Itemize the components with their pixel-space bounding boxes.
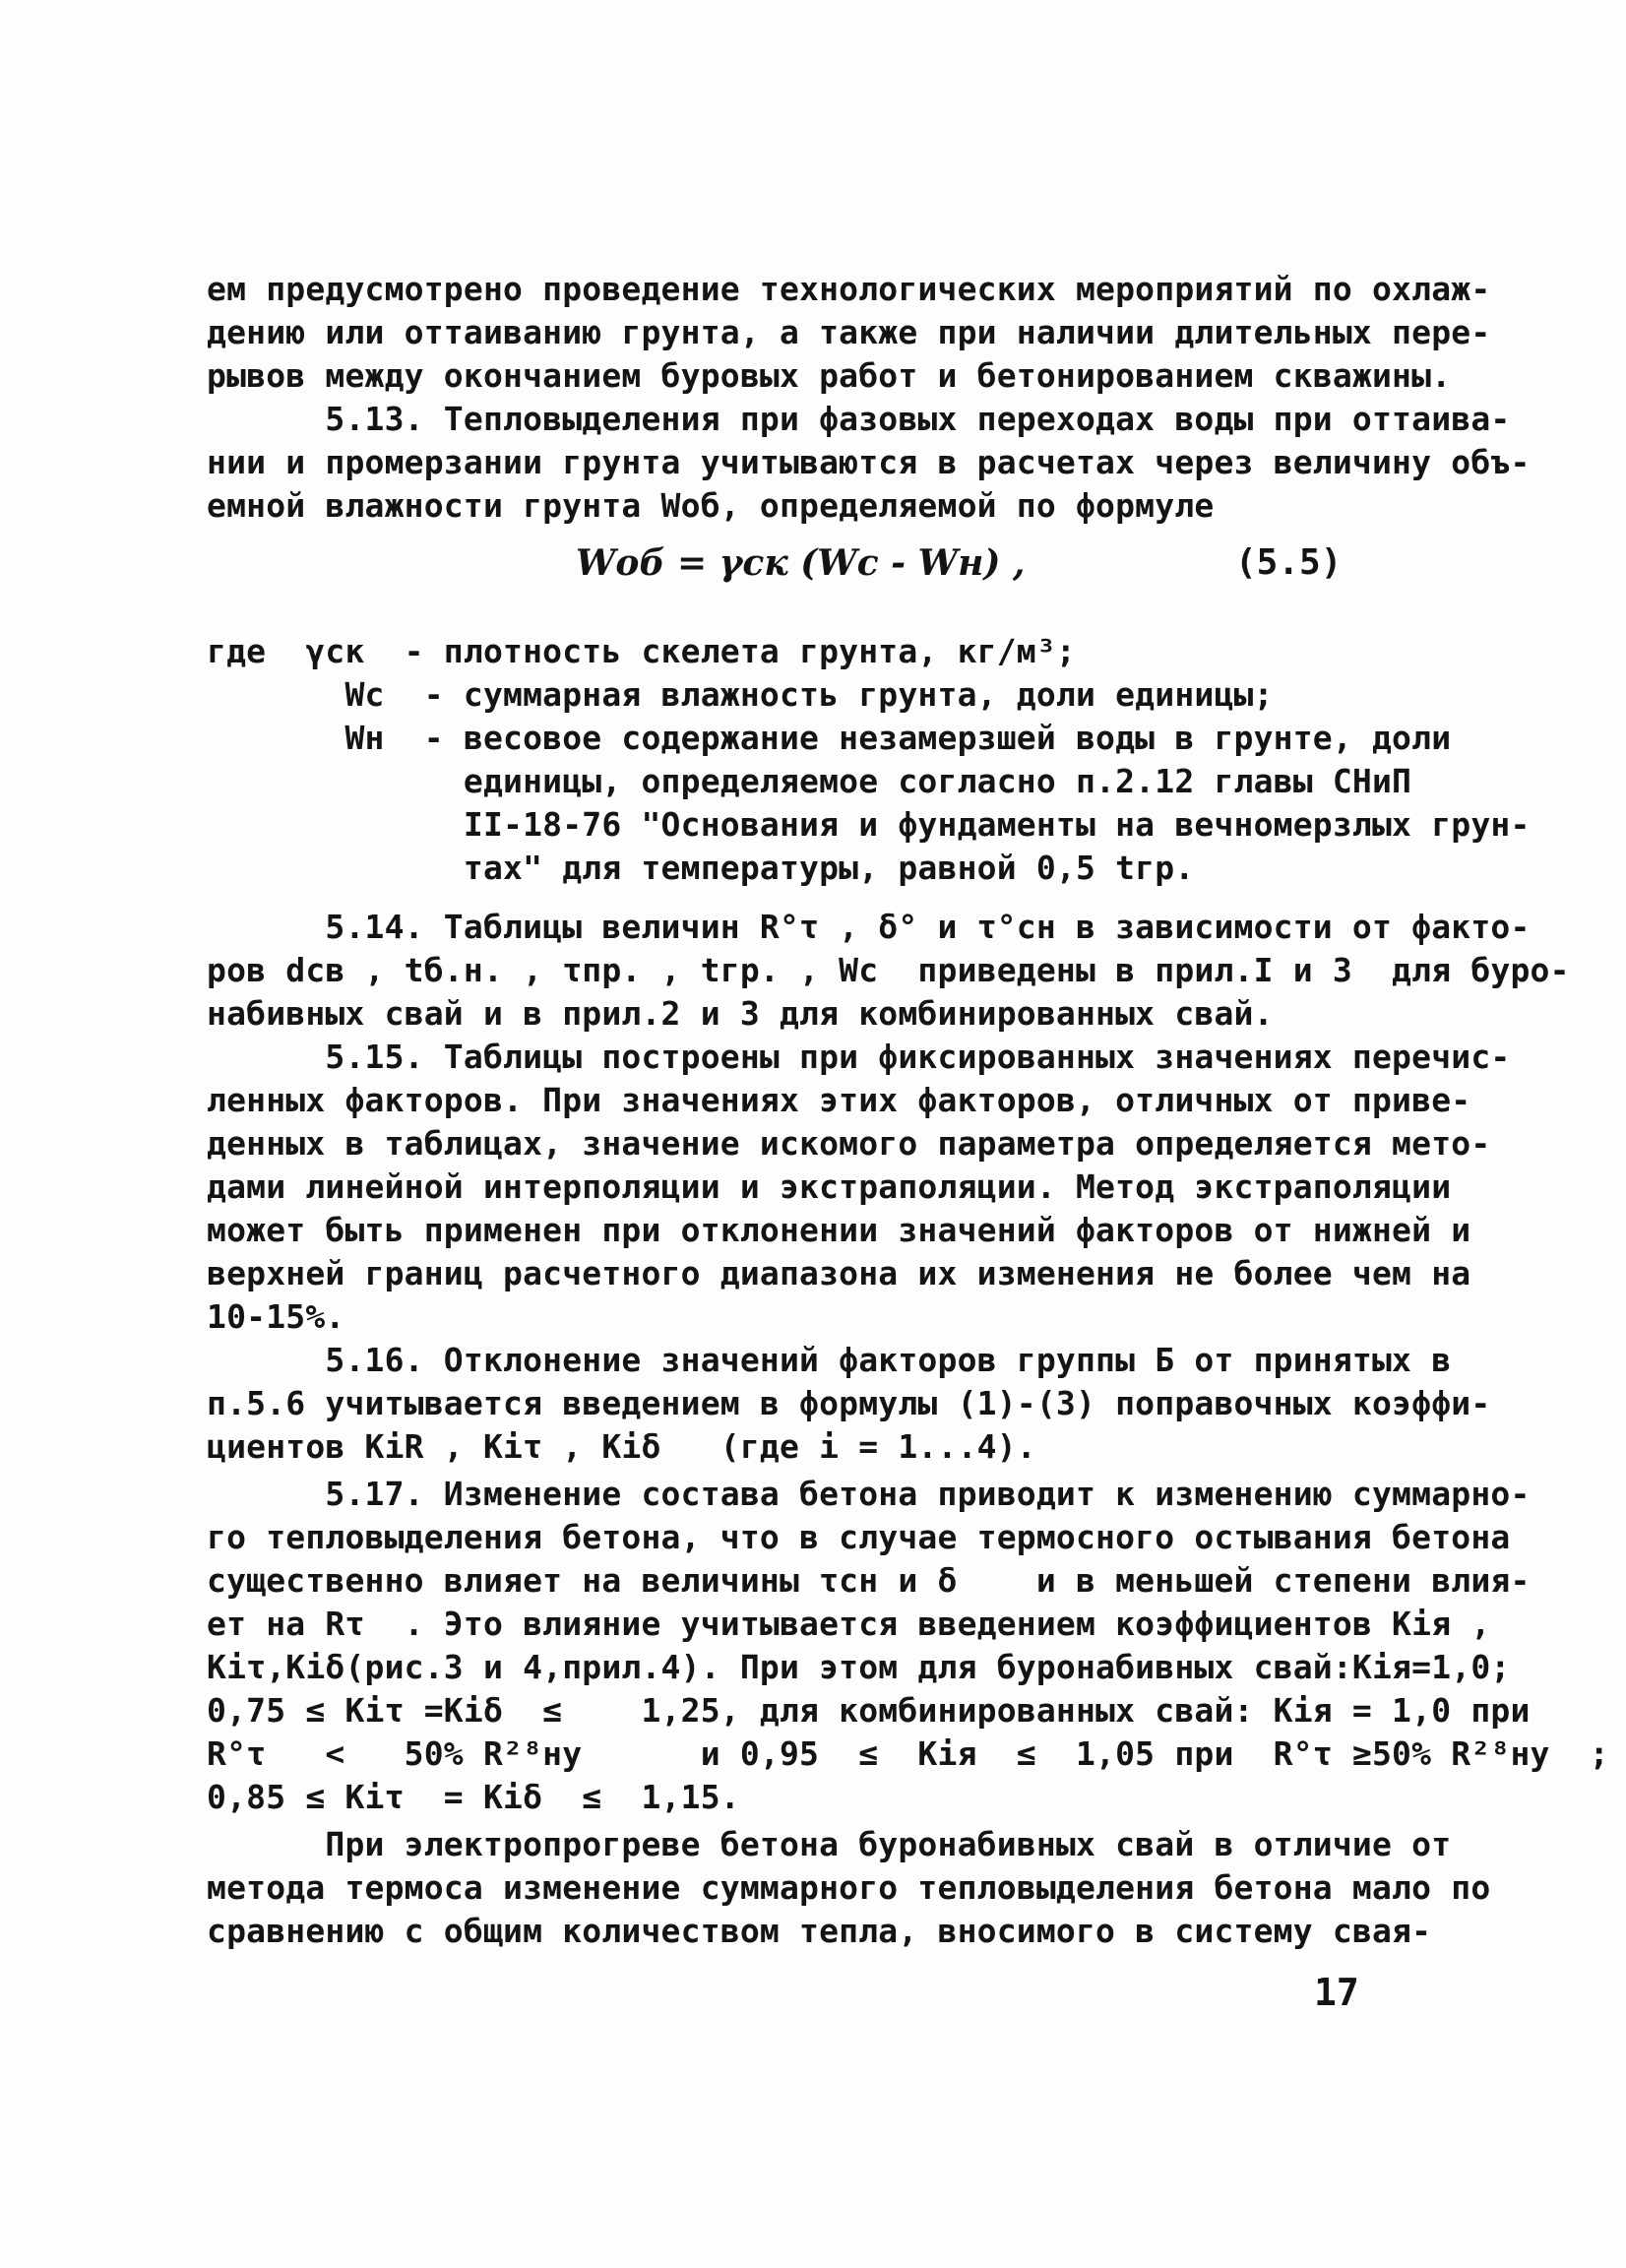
text-line: может быть применен при отклонении значений факторов от нижней и — [207, 1211, 1471, 1249]
text-line: Wн - весовое содержание незамерзшей воды в грунте, доли — [207, 719, 1452, 757]
text-line: верхней границ расчетного диапазона их изменения не более чем на — [207, 1254, 1471, 1292]
text-line: R°τ < 50% R²⁸ну и 0,95 ≤ Kiя ≤ 1,05 при R°τ ≥50% R²⁸ну ; — [207, 1734, 1609, 1773]
text-line: п.5.6 учитывается введением в формулы (1)-(3) поправочных коэффи- — [207, 1384, 1491, 1422]
text-line: метода термоса изменение суммарного тепловыделения бетона мало по — [207, 1868, 1491, 1907]
text-line: 5.14. Таблицы величин R°τ , δ° и τ°сн в зависимости от факто- — [207, 908, 1531, 946]
text-line: набивных свай и в прил.2 и 3 для комбинированных свай. — [207, 994, 1274, 1033]
text-line: 5.13. Тепловыделения при фазовых переходах воды при оттаива- — [207, 400, 1511, 438]
text-line: 0,75 ≤ Kiτ =Kiδ ≤ 1,25, для комбинированных свай: Kiя = 1,0 при — [207, 1691, 1531, 1730]
text-line: При электропрогреве бетона буронабивных свай в отличие от — [207, 1825, 1452, 1863]
text-line: существенно влияет на величины τсн и δ и в меньшей степени влия- — [207, 1561, 1531, 1600]
text-line: ленных факторов. При значениях этих факторов, отличных от приве- — [207, 1081, 1471, 1119]
text-line: 10-15%. — [207, 1297, 345, 1336]
text-line: циентов KiR , Kiτ , Kiδ (где i = 1...4). — [207, 1427, 1036, 1466]
text-line: дению или оттаиванию грунта, а также при наличии длительных пере- — [207, 313, 1491, 351]
text-line: дами линейной интерполяции и экстраполяции. Метод экстраполяции — [207, 1167, 1452, 1206]
text-line: го тепловыделения бетона, что в случае термосного остывания бетона — [207, 1518, 1511, 1556]
text-line: ров dсв , tб.н. , τпр. , tгр. , Wс приведены в прил.I и 3 для буро- — [207, 951, 1570, 989]
page-number: 17 — [1314, 1971, 1359, 2014]
text-line: 0,85 ≤ Kiτ = Kiδ ≤ 1,15. — [207, 1778, 740, 1816]
text-line: Wс - суммарная влажность грунта, доли единицы; — [207, 675, 1274, 714]
text-line: нии и промерзании грунта учитываются в расчетах через величину объ- — [207, 443, 1531, 481]
text-line: II-18-76 "Основания и фундаменты на вечномерзлых грун- — [207, 805, 1531, 844]
text-line: сравнению с общим количеством тепла, вносимого в систему свая- — [207, 1912, 1432, 1950]
text-line: единицы, определяемое согласно п.2.12 главы СНиП — [207, 762, 1412, 800]
text-line: ем предусмотрено проведение технологических мероприятий по охлаж- — [207, 270, 1491, 308]
text-line: Kiτ,Kiδ(рис.3 и 4,прил.4). При этом для буронабивных свай:Kiя=1,0; — [207, 1648, 1511, 1686]
text-line: где γск - плотность скелета грунта, кг/м³; — [207, 632, 1076, 670]
text-line: денных в таблицах, значение искомого параметра определяется мето- — [207, 1124, 1491, 1163]
text-line: ет на Rτ . Это влияние учитывается введением коэффициентов Kiя , — [207, 1605, 1491, 1643]
text-line: 5.17. Изменение состава бетона приводит к изменению суммарно- — [207, 1475, 1531, 1513]
text-line: тах" для температуры, равной 0,5 tгр. — [207, 849, 1195, 887]
formula-number: (5.5) — [1235, 542, 1343, 583]
formula-5-5: Wоб = γск (Wс - Wн) , — [576, 542, 1026, 584]
text-line: 5.15. Таблицы построены при фиксированных значениях перечис- — [207, 1038, 1511, 1076]
text-line: емной влажности грунта Wоб, определяемой по формуле — [207, 486, 1215, 525]
text-line: рывов между окончанием буровых работ и бетонированием скважины. — [207, 356, 1452, 395]
text-line: 5.16. Отклонение значений факторов группы Б от принятых в — [207, 1341, 1452, 1379]
